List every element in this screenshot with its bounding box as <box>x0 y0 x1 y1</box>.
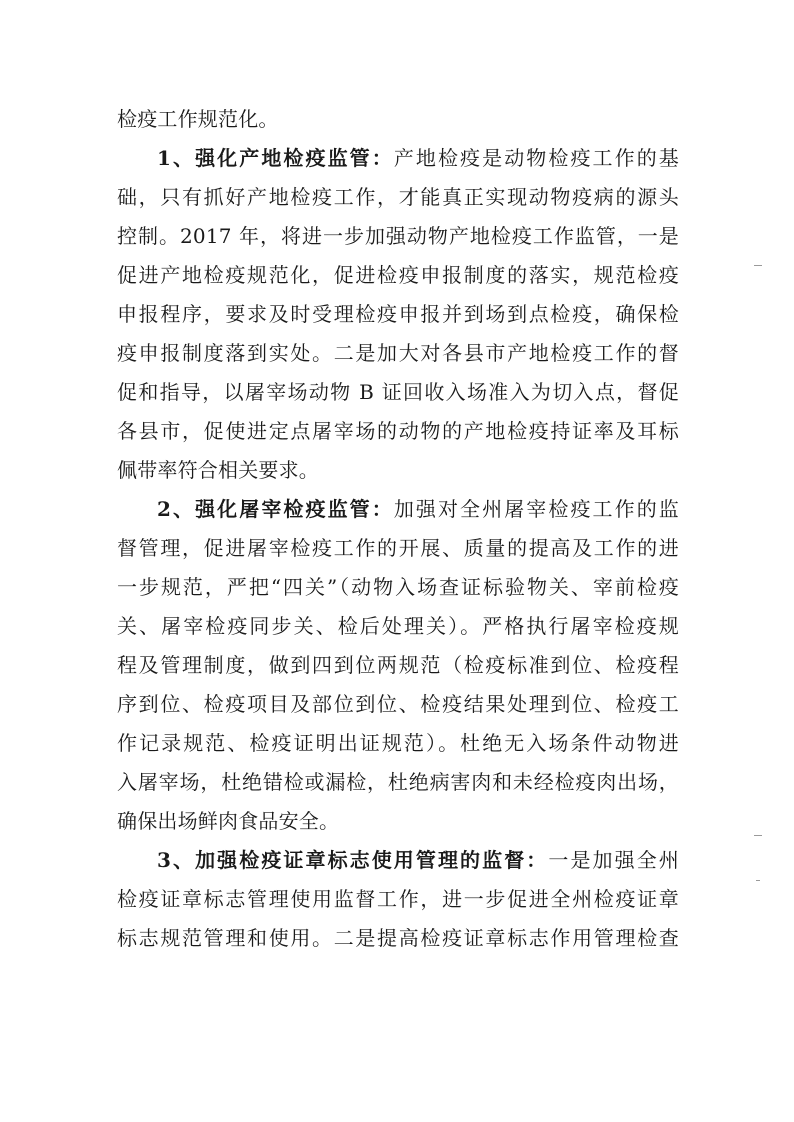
scan-mark <box>754 835 762 836</box>
section-1-heading: 1、强化产地检疫监管： <box>157 146 394 170</box>
section-3-paragraph-start <box>117 841 679 880</box>
text-line: 确保出场鲜肉食品安全。 <box>117 809 340 833</box>
text-line: 检疫工作规范化。 <box>117 107 279 131</box>
text-line: 序到位、检疫项目及部位到位、检疫结果处理到位、检疫工 <box>117 692 679 716</box>
text-line: 促和指导，以屠宰场动物 B 证回收入场准入为切入点，督促 <box>117 380 679 404</box>
section-1-paragraph-start <box>117 139 679 178</box>
text-line: 作记录规范、检疫证明出证规范）。杜绝无入场条件动物进 <box>117 731 679 755</box>
text-line: 各县市，促使进定点屠宰场的动物的产地检疫持证率及耳标 <box>117 419 679 443</box>
section-1-text: 产地检疫是动物检疫工作的基 <box>393 146 679 170</box>
text-line: 控制。2017 年，将进一步加强动物产地检疫工作监管，一是 <box>117 224 679 248</box>
text-line: 关、屠宰检疫同步关、检后处理关）。严格执行屠宰检疫规 <box>117 614 679 638</box>
section-3-text: 一是加强全州 <box>548 848 679 872</box>
scan-mark <box>754 265 762 266</box>
section-2-heading: 2、强化屠宰检疫监管： <box>157 497 394 521</box>
document-body <box>117 100 679 958</box>
text-line: 检疫证章标志管理使用监督工作，进一步促进全州检疫证章 <box>117 887 679 911</box>
section-2-paragraph-start <box>117 490 679 529</box>
text-line: 佩带率符合相关要求。 <box>117 458 319 482</box>
text-line: 一步规范，严把“四关”（动物入场查证标验物关、宰前检疫 <box>117 575 679 599</box>
text-line: 促进产地检疫规范化，促进检疫申报制度的落实，规范检疫 <box>117 263 679 287</box>
text-line: 入屠宰场，杜绝错检或漏检，杜绝病害肉和未经检疫肉出场， <box>117 770 679 794</box>
text-line: 督管理，促进屠宰检疫工作的开展、质量的提高及工作的进 <box>117 536 679 560</box>
scan-mark <box>756 880 760 881</box>
text-line: 标志规范管理和使用。二是提高检疫证章标志作用管理检查 <box>117 926 679 950</box>
text-line: 申报程序，要求及时受理检疫申报并到场到点检疫，确保检 <box>117 302 679 326</box>
section-3-heading: 3、加强检疫证章标志使用管理的监督： <box>157 848 549 872</box>
text-line: 础，只有抓好产地检疫工作，才能真正实现动物疫病的源头 <box>117 185 679 209</box>
section-2-text: 加强对全州屠宰检疫工作的监 <box>393 497 679 521</box>
text-line: 程及管理制度，做到四到位两规范（检疫标准到位、检疫程 <box>117 653 679 677</box>
text-line: 疫申报制度落到实处。二是加大对各县市产地检疫工作的督 <box>117 341 679 365</box>
